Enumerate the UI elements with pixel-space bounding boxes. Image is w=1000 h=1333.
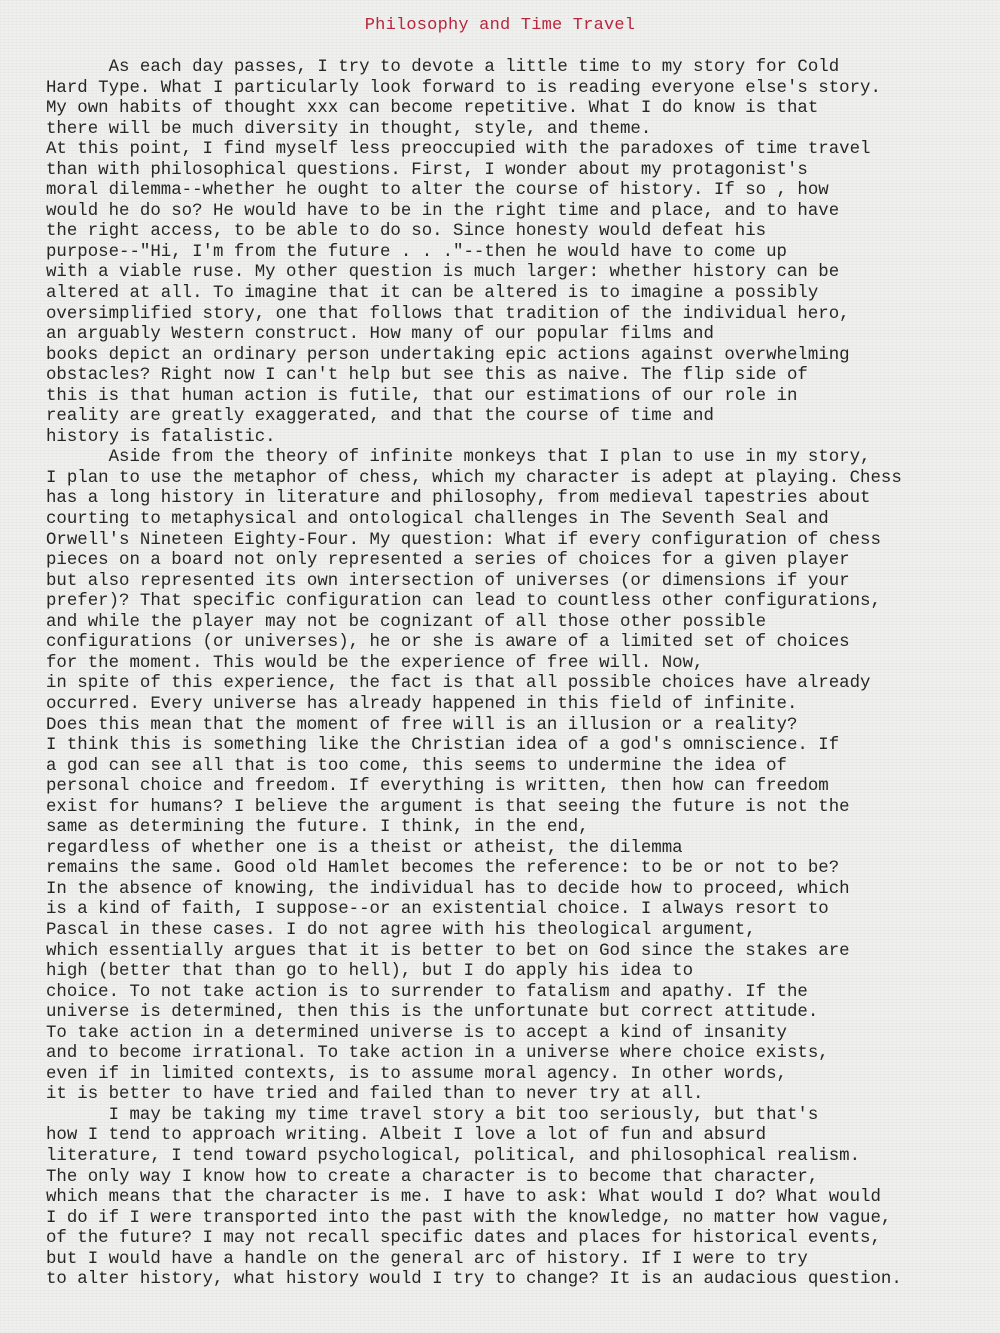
text-line: of the future? I may not recall specific dates and places for historical events,	[46, 1229, 881, 1249]
text-line: My own habits of thought xxx can become repetitive. What I do know is that	[46, 99, 819, 119]
text-line: reality are greatly exaggerated, and that the course of time and	[46, 407, 714, 427]
text-line: remains the same. Good old Hamlet becomes the reference: to be or not to be?	[46, 859, 840, 879]
essay-body	[46, 58, 986, 1291]
text-line: choice. To not take action is to surrender to fatalism and apathy. If the	[46, 982, 808, 1002]
text-line: pieces on a board not only represented a series of choices for a given player	[46, 551, 850, 571]
text-line: a god can see all that is too come, this seems to undermine the idea of	[46, 756, 787, 776]
text-line: how I tend to approach writing. Albeit I love a lot of fun and absurd	[46, 1126, 767, 1146]
text-line: purpose--"Hi, I'm from the future . . ."--then he would have to come up	[46, 242, 787, 262]
text-line: but also represented its own intersection of universes (or dimensions if your	[46, 571, 850, 591]
text-line: the right access, to be able to do so. Since honesty would defeat his	[46, 222, 767, 242]
text-line: same as determining the future. I think, in the end,	[46, 818, 589, 838]
text-line: To take action in a determined universe is to accept a kind of insanity	[46, 1023, 787, 1043]
text-line: than with philosophical questions. First, I wonder about my protagonist's	[46, 160, 808, 180]
text-line: even if in limited contexts, is to assume moral agency. In other words,	[46, 1064, 787, 1084]
text-line: oversimplified story, one that follows that tradition of the individual hero,	[46, 304, 850, 324]
text-line: At this point, I find myself less preoccupied with the paradoxes of time travel	[46, 140, 871, 160]
text-line: Aside from the theory of infinite monkeys that I plan to use in my story,	[46, 448, 871, 468]
text-line: The only way I know how to create a character is to become that character,	[46, 1167, 819, 1187]
text-line: I think this is something like the Christian idea of a god's omniscience. If	[46, 736, 840, 756]
text-line: prefer)? That specific configuration can lead to countless other configurations,	[46, 592, 881, 612]
text-line: which means that the character is me. I have to ask: What would I do? What would	[46, 1188, 881, 1208]
text-line: this is that human action is futile, that our estimations of our role in	[46, 386, 798, 406]
text-line: an arguably Western construct. How many of our popular films and	[46, 325, 714, 345]
text-line: for the moment. This would be the experience of free will. Now,	[46, 653, 704, 673]
text-line: Does this mean that the moment of free will is an illusion or a reality?	[46, 715, 798, 735]
text-line: courting to metaphysical and ontological challenges in The Seventh Seal and	[46, 510, 829, 530]
text-line: but I would have a handle on the general arc of history. If I were to try	[46, 1249, 808, 1269]
text-line: literature, I tend toward psychological, political, and philosophical realism.	[46, 1146, 861, 1166]
text-line: obstacles? Right now I can't help but see this as naive. The flip side of	[46, 366, 808, 386]
page-title: Philosophy and Time Travel	[364, 16, 636, 35]
text-line: which essentially argues that it is better to bet on God since the stakes are	[46, 941, 850, 961]
text-line: and while the player may not be cognizant of all those other possible	[46, 612, 767, 632]
text-line: altered at all. To imagine that it can be altered is to imagine a possibly	[46, 284, 819, 304]
text-line: universe is determined, then this is the unfortunate but correct attitude.	[46, 1003, 819, 1023]
text-line: personal choice and freedom. If everything is written, then how can freedom	[46, 777, 829, 797]
text-line: regardless of whether one is a theist or atheist, the dilemma	[46, 838, 683, 858]
text-line: high (better that than go to hell), but I do apply his idea to	[46, 962, 694, 982]
text-line: to alter history, what history would I try to change? It is an audacious question.	[46, 1270, 902, 1290]
text-line: As each day passes, I try to devote a little time to my story for Cold	[46, 58, 840, 77]
text-line: and to become irrational. To take action in a universe where choice exists,	[46, 1044, 829, 1064]
text-line: there will be much diversity in thought, style, and theme.	[46, 119, 652, 139]
text-line: has a long history in literature and philosophy, from medieval tapestries about	[46, 489, 871, 509]
text-line: Orwell's Nineteen Eighty-Four. My question: What if every configuration of chess	[46, 530, 881, 550]
text-line: I plan to use the metaphor of chess, which my character is adept at playing. Chess	[46, 468, 902, 488]
text-line: In the absence of knowing, the individual has to decide how to proceed, which	[46, 879, 850, 899]
text-line: with a viable ruse. My other question is much larger: whether history can be	[46, 263, 840, 283]
text-line: exist for humans? I believe the argument is that seeing the future is not the	[46, 797, 850, 817]
text-line: I do if I were transported into the past with the knowledge, no matter how vague,	[46, 1208, 892, 1228]
text-line: configurations (or universes), he or she is aware of a limited set of choices	[46, 633, 850, 653]
text-line: moral dilemma--whether he ought to alter the course of history. If so , how	[46, 181, 829, 201]
text-line: Hard Type. What I particularly look forward to is reading everyone else's story.	[46, 78, 881, 98]
text-line: Pascal in these cases. I do not agree with his theological argument,	[46, 920, 756, 940]
text-line: is a kind of faith, I suppose--or an existential choice. I always resort to	[46, 900, 829, 920]
text-line: history is fatalistic.	[46, 427, 276, 447]
text-line: I may be taking my time travel story a bit too seriously, but that's	[46, 1105, 819, 1125]
text-line: it is better to have tried and failed than to never try at all.	[46, 1085, 704, 1105]
text-line: occurred. Every universe has already happened in this field of infinite.	[46, 694, 798, 714]
text-line: would he do so? He would have to be in the right time and place, and to have	[46, 201, 840, 221]
text-line: books depict an ordinary person undertaking epic actions against overwhelming	[46, 345, 850, 365]
text-line: in spite of this experience, the fact is that all possible choices have already	[46, 674, 871, 694]
